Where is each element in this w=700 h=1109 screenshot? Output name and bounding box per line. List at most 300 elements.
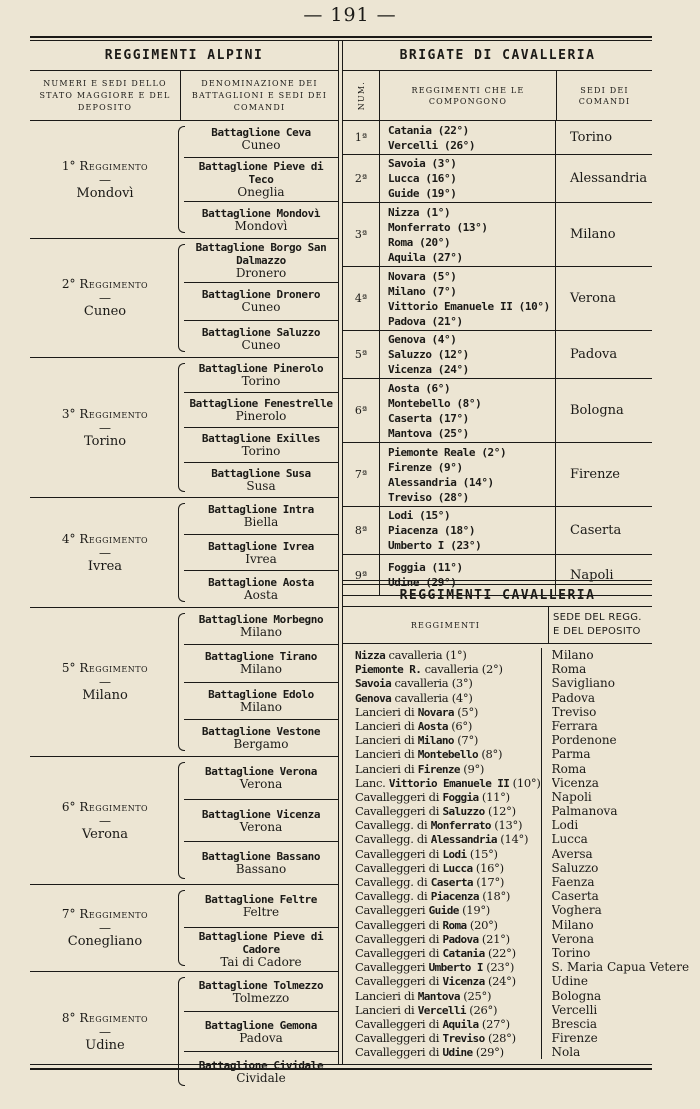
cavalleria-name: Savoia (355, 677, 392, 691)
cavalleria-rule (343, 580, 652, 581)
regiment-city: Cuneo (83, 304, 127, 319)
cavalleria-prefix: Lancieri di (355, 1002, 418, 1017)
battalion-name: Battaglione Saluzzo (201, 325, 321, 339)
cavalleria-regiment (355, 719, 541, 733)
cavalleria-suffix: (26°) (465, 1002, 498, 1017)
regiment-number-line (62, 800, 148, 814)
cavalleria-name: Treviso (442, 1032, 485, 1046)
brigata-number: 3ª (343, 203, 380, 266)
brigata-row (343, 443, 652, 507)
brace-mark (178, 126, 185, 233)
battalion-name: Battaglione Pinerolo (198, 362, 324, 375)
cavalleria-suffix: cavalleria (1°) (385, 648, 467, 662)
cavalleria-header-sede-line1: SEDE DEL REGG. (553, 612, 642, 623)
battalion-entry (184, 645, 338, 682)
brigata-regiment: Vittorio Emanuele II (10°) (388, 299, 550, 313)
brace-mark (178, 762, 185, 879)
battalions-cell (180, 972, 338, 1091)
cavalleria-seat: Aversa (551, 846, 593, 861)
regiment-cell (30, 358, 180, 497)
brace-mark (178, 244, 185, 352)
cavalleria-seat: Saluzzo (551, 860, 599, 875)
battalion-name: Battaglione Fenestrelle (189, 397, 333, 410)
brigata-seat: Verona (570, 291, 617, 306)
regiment-cell (30, 608, 180, 756)
battalion-seat: Susa (246, 479, 276, 493)
battalion-seat: Tolmezzo (232, 990, 290, 1005)
battalion-entry (184, 1052, 338, 1091)
regiment-number-line (62, 532, 148, 546)
cavalleria-name: Aosta (417, 719, 448, 733)
regiment-cell (30, 885, 180, 971)
cavalleria-prefix: Cavalleggeri di (355, 1045, 443, 1060)
cavalleria-name: Montebello (417, 748, 478, 762)
cavalleria-prefix: Cavalleggeri di (355, 846, 443, 861)
battalion-entry (184, 202, 338, 238)
cavalleria-seat: Milano (551, 917, 594, 932)
alpini-table (30, 41, 338, 1091)
battalion-entry (184, 535, 338, 572)
cavalleria-seat: Parma (551, 747, 591, 762)
cavalleria-seat: Caserta (551, 889, 599, 904)
battalion-entry (184, 428, 338, 463)
brigata-regiment: Piacenza (18°) (388, 524, 476, 537)
battalions-cell (180, 358, 338, 497)
cavalleria-header (343, 606, 652, 644)
cavalleria-prefix: Lanc. (355, 775, 389, 790)
brace-mark (178, 890, 185, 966)
cavalleria-suffix: (25°) (459, 988, 492, 1003)
cavalleria-name: Vercelli (417, 1003, 466, 1017)
brigata-regiment: Guide (19°) (388, 187, 457, 200)
battalion-name: Battaglione Vicenza (201, 807, 321, 821)
battalion-name: Battaglione Tolmezzo (198, 978, 324, 992)
brigate-table (343, 41, 652, 596)
cavalleria-suffix: (21°) (478, 931, 510, 946)
cavalleria-name: Saluzzo (442, 805, 485, 819)
battalion-seat: Biella (243, 514, 279, 529)
cavalleria-suffix: (14°) (496, 832, 529, 847)
alpini-body (30, 121, 338, 1091)
battalions-cell (180, 885, 338, 971)
battalion-entry (184, 885, 338, 928)
regiment-number: 2° (61, 277, 76, 291)
battalion-seat: Mondovì (234, 219, 288, 233)
regiment-label: Reggimento (79, 799, 149, 814)
cavalleria-regiment (355, 847, 541, 861)
cavalleria-suffix: (29°) (472, 1045, 504, 1060)
battalion-seat: Cuneo (241, 337, 281, 352)
cavalleria-seat: Torino (551, 945, 591, 960)
battalion-entry (184, 121, 338, 158)
cavalleria-name: Guide (428, 904, 459, 918)
battalion-name: Battaglione Exilles (201, 432, 321, 445)
cavalleria-regiment (355, 762, 541, 776)
battalion-entry (184, 463, 338, 497)
brigata-seat: Napoli (570, 567, 614, 583)
bottom-rule-thin (30, 1064, 652, 1065)
cavalleria-regiment (355, 804, 541, 818)
battalion-name: Battaglione Feltre (204, 893, 317, 906)
cavalleria-seat: Lucca (551, 832, 588, 847)
regiment-dash: — (99, 813, 111, 828)
alpini-regiment-row (30, 757, 338, 885)
cavalleria-prefix: Cavalleggeri di (355, 860, 443, 875)
cavalleria-suffix: (12°) (484, 804, 516, 819)
brigata-number: 8ª (343, 507, 380, 554)
battalion-name: Battaglione Borgo San Dalmazzo (195, 241, 327, 267)
battalion-name: Battaglione Verona (204, 764, 317, 778)
alpini-regiment-row (30, 885, 338, 972)
cavalleria-suffix: (10°) (509, 775, 541, 790)
brace-mark (178, 613, 185, 751)
brigata-regiment: Aquila (27°) (388, 250, 463, 264)
cavalleria-suffix: (16°) (472, 860, 504, 875)
battalion-entry (184, 571, 338, 607)
cavalleria-prefix: Cavallegg. di (355, 832, 431, 847)
brigata-row (343, 379, 652, 443)
cavalleria-prefix: Cavalleggeri di (355, 1016, 443, 1031)
regiment-label: Reggimento (79, 661, 149, 675)
cavalleria-header-sede (549, 607, 652, 643)
battalion-seat: Ivrea (245, 551, 277, 566)
battalion-seat: Milano (239, 699, 283, 714)
regiment-label: Reggimento (79, 406, 149, 421)
cavalleria-name: Aquila (442, 1017, 479, 1031)
cavalleria-regiment (355, 960, 541, 974)
cavalleria-regiment (355, 932, 541, 946)
brigata-number: 1ª (343, 121, 380, 154)
regiment-number: 4° (61, 531, 76, 546)
brigata-regiment: Montebello (8°) (388, 396, 482, 410)
cavalleria-regiment (355, 1045, 541, 1059)
brigate-header-regg: REGGIMENTI CHE LE COMPONGONO (380, 71, 557, 120)
cavalleria-suffix: (5°) (453, 704, 479, 719)
cavalleria-suffix: (7°) (453, 733, 479, 748)
battalion-name: Battaglione Tirano (204, 650, 317, 664)
regiment-dash: — (99, 675, 111, 689)
cavalleria-name: Alessandria (430, 833, 497, 847)
cavalleria-regiment (355, 832, 541, 846)
brigata-regiment: Treviso (28°) (388, 490, 469, 504)
cavalleria-regiment (355, 946, 541, 960)
brigata-regiments (380, 267, 556, 330)
battalion-name: Battaglione Pieve di Teco (198, 160, 324, 186)
regiment-dash: — (99, 291, 111, 305)
cavalleria-name: Lodi (442, 847, 467, 861)
battalion-name: Battaglione Pieve di Cadore (198, 930, 324, 956)
battalion-entry (184, 498, 338, 535)
regiment-dash: — (99, 420, 111, 435)
battalion-name: Battaglione Aosta (208, 576, 314, 590)
brigata-regiment: Novara (5°) (388, 269, 457, 283)
brigata-seat: Bologna (570, 403, 624, 418)
regiment-number: 7° (61, 907, 76, 921)
cavalleria-regiment (355, 1031, 541, 1045)
regiment-label: Reggimento (79, 158, 149, 173)
brigata-regiment: Roma (20°) (388, 235, 451, 249)
brigata-number: 2ª (343, 155, 380, 202)
brigata-regiments (380, 379, 556, 442)
alpini-regiment-row (30, 498, 338, 608)
brigata-regiment: Piemonte Reale (2°) (388, 445, 507, 459)
battalion-name: Battaglione Ivrea (208, 539, 314, 553)
cavalleria-suffix: (22°) (484, 945, 516, 960)
cavalleria-suffix: (23°) (482, 960, 515, 975)
brigate-header-sede: SEDI DEI COMANDI (578, 85, 631, 106)
cavalleria-prefix: Cavalleggeri di (355, 945, 443, 960)
cavalleria-regiment (355, 747, 541, 761)
cavalleria-regiment (355, 875, 541, 889)
brigata-seat: Firenze (570, 467, 621, 482)
cavalleria-prefix: Cavalleggeri (355, 903, 429, 918)
cavalleria-suffix: (28°) (484, 1031, 516, 1046)
cavalleria-prefix: Cavalleggeri di (355, 931, 443, 946)
regiment-number: 1° (61, 158, 76, 173)
battalion-entry (184, 1012, 338, 1052)
cavalleria-name: Piemonte R. (355, 663, 422, 677)
cavalleria-suffix: (20°) (466, 917, 498, 932)
alpini-regiment-row (30, 239, 338, 358)
regiment-city: Milano (82, 688, 128, 703)
cavalleria-suffix: (17°) (472, 875, 505, 889)
alpini-regiment-row (30, 608, 338, 757)
brigata-number: 5ª (343, 331, 380, 378)
brigata-row (343, 155, 652, 203)
cavalleria-prefix: Lancieri di (355, 704, 418, 719)
alpini-regiment-row (30, 121, 338, 239)
regiment-number: 3° (61, 406, 76, 421)
regiment-cell (30, 498, 180, 607)
cavalleria-name: Nizza (355, 649, 386, 662)
battalion-seat: Milano (239, 662, 283, 677)
cavalleria-regiment (355, 776, 541, 790)
regiment-dash: — (99, 921, 111, 935)
battalion-seat: Bassano (235, 862, 287, 877)
brigata-regiments (380, 203, 556, 266)
battalions-cell (180, 498, 338, 607)
brigate-header (343, 71, 652, 121)
cavalleria-prefix: Lancieri di (355, 988, 418, 1003)
cavalleria-name: Novara (417, 705, 454, 719)
regiment-number-line (62, 159, 148, 173)
brigata-row (343, 121, 652, 155)
cavalleria-suffix: (13°) (490, 818, 523, 833)
alpini-header-regiment: NUMERI E SEDI DELLO STATO MAGGIORE E DEL DEPOSITO (30, 71, 181, 120)
battalion-seat: Oneglia (237, 185, 285, 199)
cavalleria-prefix: Lancieri di (355, 718, 418, 733)
cavalleria-seat: Udine (551, 974, 588, 989)
cavalleria-suffix: (18°) (478, 889, 511, 904)
cavalleria-seats-column (542, 648, 690, 1059)
cavalleria-seat: Roma (551, 662, 587, 677)
cavalleria-name: Padova (442, 932, 479, 946)
battalion-seat: Cuneo (241, 300, 281, 315)
cavalleria-regiment (355, 790, 541, 804)
cavalleria-name: Catania (442, 946, 485, 960)
bottom-rule (30, 1068, 652, 1070)
page-number: — 191 — (303, 4, 397, 26)
battalion-name: Battaglione Ceva (211, 126, 311, 139)
cavalleria-seat: Roma (551, 761, 587, 776)
brigate-body (343, 121, 652, 596)
battalions-cell (180, 121, 338, 238)
cavalleria-regiment (355, 974, 541, 988)
brigata-row (343, 331, 652, 379)
brace-mark (178, 503, 185, 602)
cavalleria-seat: Padova (551, 690, 596, 705)
cavalleria-suffix: cavalleria (4°) (391, 690, 473, 705)
cavalleria-prefix: Cavalleggeri di (355, 1031, 443, 1046)
brigata-regiment: Padova (21°) (388, 314, 463, 328)
battalions-cell (180, 239, 338, 357)
regiment-label: Reggimento (79, 907, 149, 921)
brigate-header-num-label: NUM. (356, 80, 366, 111)
cavalleria-title: REGGIMENTI CAVALLERIA (343, 584, 652, 607)
brigata-regiments (380, 155, 556, 202)
brigata-number: 6ª (343, 379, 380, 442)
brigata-regiment: Firenze (9°) (388, 460, 463, 474)
regiment-number-line (62, 907, 148, 921)
battalion-entry (184, 757, 338, 800)
brigata-row (343, 203, 652, 267)
cavalleria-regiment (355, 662, 541, 676)
battalion-name: Battaglione Gemona (204, 1018, 317, 1032)
cavalleria-seat: Nola (551, 1045, 581, 1060)
brigata-regiments (380, 121, 556, 154)
cavalleria-name: Foggia (442, 790, 479, 804)
brigata-seat: Alessandria (570, 171, 648, 186)
regiment-dash: — (99, 545, 111, 560)
brigata-number: 9ª (343, 555, 380, 595)
cavalleria-seat: Firenze (551, 1031, 598, 1046)
alpini-regiment-row (30, 358, 338, 498)
brigata-number: 4ª (343, 267, 380, 330)
battalion-seat: Cividale (236, 1070, 286, 1085)
cavalleria-name: Umberto I (428, 961, 483, 975)
brigata-regiments (380, 331, 556, 378)
battalion-entry (184, 683, 338, 720)
battalion-name: Battaglione Intra (208, 502, 314, 516)
cavalleria-header-sede-line2: E DEL DEPOSITO (553, 626, 641, 637)
battalion-seat: Pinerolo (235, 409, 287, 423)
cavalleria-seat: Verona (551, 931, 595, 946)
brigata-regiment: Vicenza (24°) (388, 363, 469, 376)
cavalleria-suffix: cavalleria (3°) (391, 676, 473, 691)
brigata-number: 7ª (343, 443, 380, 506)
cavalleria-body (343, 648, 690, 1060)
cavalleria-seat: Ferrara (551, 718, 598, 733)
cavalleria-name: Lucca (442, 861, 473, 875)
alpini-regiment-row (30, 972, 338, 1091)
cavalleria-regiment (355, 861, 541, 875)
cavalleria-regiment (355, 889, 541, 903)
brigata-regiment: Savoia (3°) (388, 157, 457, 170)
brigate-header-num (343, 71, 380, 120)
brigata-seat: Milano (570, 227, 616, 242)
battalion-entry (184, 800, 338, 843)
battalion-name: Battaglione Cividale (198, 1058, 324, 1072)
cavalleria-regiment (355, 648, 541, 662)
regiment-city: Udine (85, 1037, 125, 1053)
battalion-seat: Milano (239, 625, 283, 640)
column-divider (338, 40, 339, 1064)
regiment-number: 8° (61, 1010, 76, 1025)
cavalleria-name: Vittorio Emanuele II (388, 776, 510, 790)
battalion-entry (184, 393, 338, 428)
cavalleria-regiment (355, 918, 541, 932)
cavalleria-prefix: Lancieri di (355, 761, 418, 776)
battalion-seat: Tai di Cadore (220, 955, 302, 969)
cavalleria-name: Roma (442, 918, 467, 932)
brigate-title: BRIGATE DI CAVALLERIA (343, 41, 652, 71)
battalion-seat: Torino (241, 374, 281, 388)
battalion-name: Battaglione Mondovì (201, 207, 321, 220)
regiment-number-line (62, 661, 148, 675)
cavalleria-seat: Napoli (551, 789, 592, 804)
cavalleria-prefix: Cavalleggeri di (355, 917, 443, 932)
cavalleria-regiment (355, 691, 541, 705)
battalion-name: Battaglione Bassano (201, 850, 321, 864)
cavalleria-regiment (355, 676, 541, 690)
battalion-entry (184, 928, 338, 971)
cavalleria-regiment (355, 733, 541, 747)
cavalleria-name: Genova (355, 691, 392, 705)
cavalleria-name: Milano (417, 734, 454, 748)
cavalleria-seat: Brescia (551, 1016, 598, 1031)
cavalleria-regiment (355, 1017, 541, 1031)
cavalleria-name: Monferrato (430, 819, 491, 833)
battalion-name: Battaglione Edolo (208, 687, 314, 701)
cavalleria-name: Caserta (430, 876, 473, 889)
regiment-dash: — (99, 172, 111, 187)
alpini-header-battalions: DENOMINAZIONE DEI BATTAGLIONI E SEDI DEI COMANDI (191, 78, 328, 112)
regiment-number-line (62, 407, 148, 421)
brigata-regiment: Monferrato (13°) (388, 220, 488, 234)
regiment-cell (30, 239, 180, 357)
cavalleria-prefix: Cavalleggeri di (355, 974, 443, 989)
brace-mark (178, 363, 185, 492)
brigata-regiment: Aosta (6°) (388, 381, 451, 395)
battalion-seat: Cuneo (241, 138, 281, 152)
battalion-seat: Dronero (235, 266, 287, 280)
battalion-seat: Padova (239, 1030, 283, 1045)
brigata-regiment: Milano (7°) (388, 284, 457, 298)
regiment-cell (30, 121, 180, 238)
cavalleria-suffix: (24°) (484, 974, 516, 989)
cavalleria-seat: Palmanova (551, 804, 618, 819)
cavalleria-seat: Vicenza (551, 775, 599, 790)
brigata-regiment: Lodi (15°) (388, 509, 451, 522)
battalion-entry (184, 608, 338, 645)
cavalleria-seat: Pordenone (551, 733, 617, 748)
cavalleria-suffix: (11°) (478, 789, 510, 804)
cavalleria-seat: Bologna (551, 988, 602, 1003)
battalion-name: Battaglione Susa (211, 467, 311, 480)
battalion-entry (184, 972, 338, 1012)
brigata-regiment: Saluzzo (12°) (388, 348, 469, 361)
regiment-cell (30, 757, 180, 884)
brigata-regiment: Alessandria (14°) (388, 475, 494, 489)
regiment-number: 5° (61, 661, 76, 675)
top-rule (30, 36, 652, 38)
cavalleria-name: Udine (442, 1046, 473, 1060)
regiment-label: Reggimento (79, 531, 149, 546)
cavalleria-name: Piacenza (430, 890, 479, 904)
brigata-row (343, 507, 652, 555)
brigata-regiment: Foggia (11°) (388, 561, 463, 574)
battalion-seat: Torino (241, 444, 281, 458)
